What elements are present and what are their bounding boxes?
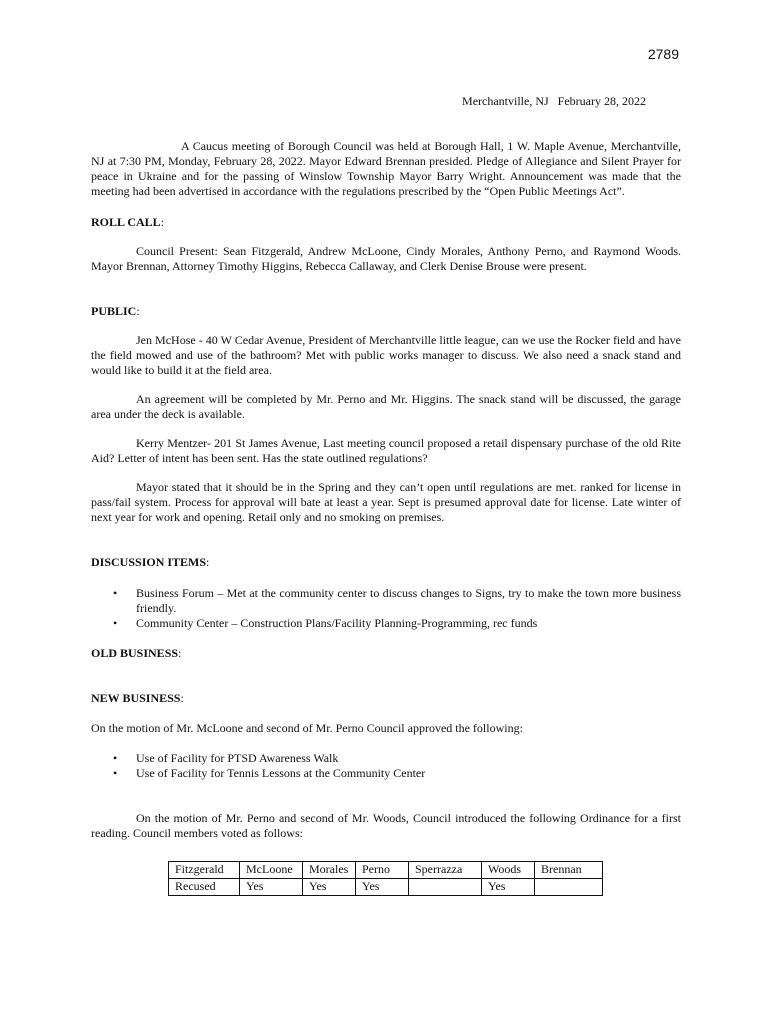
new-business-motion: On the motion of Mr. McLoone and second of Mr. Perno Council approved the following: — [91, 721, 523, 735]
table-cell: Yes — [240, 879, 303, 896]
discussion-list — [91, 586, 681, 631]
list-item-text: Business Forum – Met at the community center to discuss changes to Signs, try to make the town more business friendly. — [136, 586, 681, 615]
bullet-icon: • — [113, 766, 118, 780]
list-item-text: Use of Facility for Tennis Lessons at the Community Center — [136, 766, 426, 780]
table-header-cell: Fitzgerald — [169, 862, 240, 879]
dateline: Merchantville, NJ February 28, 2022 — [462, 94, 646, 108]
public-paragraph: Kerry Mentzer- 201 St James Avenue, Last meeting council proposed a retail dispensary purchase of the old Rite Aid? Letter of intent has been sent. Has the state outlined regulations? — [91, 436, 681, 465]
public-heading: PUBLIC — [91, 304, 137, 318]
vote-table — [168, 861, 603, 896]
discussion-heading: DISCUSSION ITEMS — [91, 555, 207, 569]
bullet-icon: • — [113, 616, 118, 630]
public-heading-line: PUBLIC: — [91, 304, 140, 318]
table-header-cell: Woods — [482, 862, 535, 879]
table-header-row — [169, 862, 603, 879]
bullet-icon: • — [113, 586, 118, 600]
table-cell: Yes — [303, 879, 356, 896]
minutes-body — [91, 139, 681, 896]
table-header-cell: Brennan — [535, 862, 603, 879]
public-paragraph: An agreement will be completed by Mr. Perno and Mr. Higgins. The snack stand will be discussed, the garage area under the deck is available. — [91, 392, 681, 421]
roll-call-heading: ROLL CALL — [91, 215, 161, 229]
table-row — [169, 879, 603, 896]
new-business-list — [91, 751, 681, 781]
ordinance-motion: On the motion of Mr. Perno and second of Mr. Woods, Council introduced the following Ordinance for a first reading. Council members voted as follows: — [91, 811, 681, 840]
table-cell — [409, 879, 482, 896]
new-business-heading-line: NEW BUSINESS: — [91, 691, 184, 705]
list-item-text: Use of Facility for PTSD Awareness Walk — [136, 751, 339, 765]
table-header-cell: Sperrazza — [409, 862, 482, 879]
old-business-heading: OLD BUSINESS — [91, 646, 179, 660]
table-cell — [535, 879, 603, 896]
public-paragraph: Mayor stated that it should be in the Spring and they can’t open until regulations are met. ranked for license in pass/fail system. Process for approval will bate at least a year. Sept is presumed approval date for license. Late winter of next year for work and opening. Retail only and no smoking on premises. — [91, 480, 681, 524]
old-business-heading-line: OLD BUSINESS: — [91, 646, 182, 660]
intro-paragraph: A Caucus meeting of Borough Council was held at Borough Hall, 1 W. Maple Avenue, Merchantville, NJ at 7:30 PM, Monday, February 28, 2022. Mayor Edward Brennan presided. Pledge of Allegiance and Silent Prayer for peace in Ukraine and for the passing of Winslow Township Mayor Barry Wright. Announcement was made that the meeting had been advertised in accordance with the regulations prescribed by the “Open Public Meetings Act”. — [91, 139, 681, 198]
roll-call-heading-line: ROLL CALL: — [91, 215, 165, 229]
bullet-icon: • — [113, 751, 118, 765]
discussion-heading-line: DISCUSSION ITEMS: — [91, 555, 210, 569]
list-item — [91, 616, 681, 631]
table-cell: Yes — [356, 879, 409, 896]
table-cell: Yes — [482, 879, 535, 896]
new-business-heading: NEW BUSINESS — [91, 691, 181, 705]
public-paragraph: Jen McHose - 40 W Cedar Avenue, President of Merchantville little league, can we use the Rocker field and have the field mowed and use of the bathroom? Met with public works manager to discuss. We also need a snack stand and would like to build it at the field area. — [91, 333, 681, 377]
roll-call-text: Council Present: Sean Fitzgerald, Andrew McLoone, Cindy Morales, Anthony Perno, and Raymond Woods. Mayor Brennan, Attorney Timothy Higgins, Rebecca Callaway, and Clerk Denise Brouse were present. — [91, 244, 681, 273]
table-header-cell: McLoone — [240, 862, 303, 879]
list-item — [91, 751, 681, 766]
page-number: 2789 — [647, 46, 679, 62]
table-cell: Recused — [169, 879, 240, 896]
list-item — [91, 766, 681, 781]
table-header-cell: Perno — [356, 862, 409, 879]
list-item-text: Community Center – Construction Plans/Facility Planning-Programming, rec funds — [136, 616, 538, 630]
table-header-cell: Morales — [303, 862, 356, 879]
list-item — [91, 586, 681, 616]
